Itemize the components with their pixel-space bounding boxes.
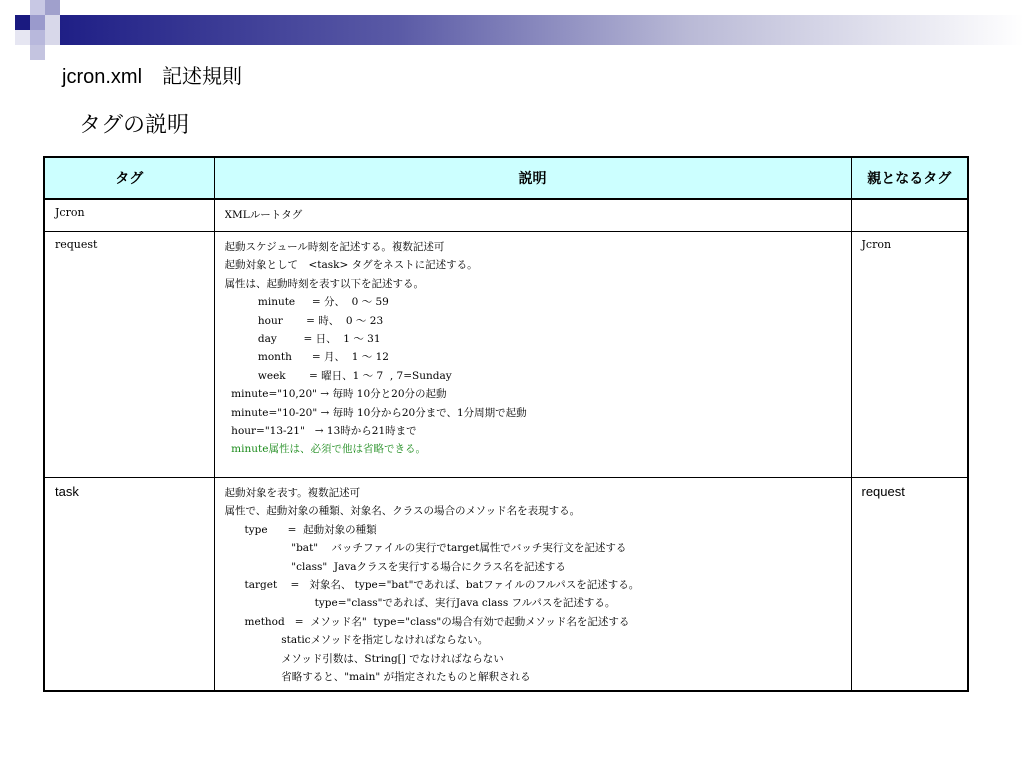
description-line: XMLルートタグ — [224, 209, 303, 221]
description-line: 属性は、起動時刻を表す以下を記述する。 — [224, 277, 424, 290]
header-gradient-bar — [60, 15, 1024, 45]
table-row — [44, 199, 968, 232]
tag-spec-table — [43, 156, 969, 692]
tag-cell: request — [44, 232, 214, 478]
decor-square — [15, 30, 30, 45]
decor-square — [30, 15, 45, 30]
description-line: type="class"であれば、実行Java class フルパスを記述する。 — [224, 597, 616, 610]
description-cell — [214, 478, 851, 692]
description-line: 起動対象として <task> タグをネストに記述する。 — [224, 259, 478, 272]
description-line: minute="10,20" → 毎時 10分と20分の起動 — [224, 388, 447, 401]
description-line: method = メソッド名" type="class"の場合有効で起動メソッド名を記述する — [224, 615, 630, 628]
decor-square — [30, 45, 45, 60]
description-line: メソッド引数は、String[] でなければならない — [224, 652, 504, 665]
description-line: minute = 分、 0 ～ 59 — [224, 296, 389, 309]
tag-cell: Jcron — [44, 199, 214, 232]
column-header-parent: 親となるタグ — [851, 157, 968, 199]
decor-square — [30, 0, 45, 15]
description-cell — [214, 199, 851, 232]
description-line: hour="13-21" → 13時から21時まで — [224, 424, 417, 437]
table-row — [44, 232, 968, 478]
description-line: target = 対象名、 type="bat"であれば、batファイルのフルパスを記述する。 — [224, 578, 640, 591]
note-line: minute属性は、必須で他は省略できる。 — [224, 443, 426, 456]
parent-cell — [851, 199, 968, 232]
description-line: type = 起動対象の種類 — [224, 523, 377, 536]
parent-cell: request — [851, 478, 968, 692]
decor-square — [30, 30, 45, 45]
decor-square — [45, 0, 60, 15]
description-cell — [214, 232, 851, 478]
column-header-tag: タグ — [44, 157, 214, 199]
description-line: 起動スケジュール時刻を記述する。複数記述可 — [224, 241, 445, 253]
description-line: "bat" バッチファイルの実行でtarget属性でバッチ実行文を記述する — [224, 542, 627, 555]
description-line: "class" Javaクラスを実行する場合にクラス名を記述する — [224, 560, 566, 573]
table-row — [44, 478, 968, 692]
description-line: hour = 時、 0 ～ 23 — [224, 314, 384, 327]
description-line: month = 月、 1 ～ 12 — [224, 351, 389, 364]
description-line: 省略すると、"main" が指定されたものと解釈される — [224, 670, 531, 683]
page-title: jcron.xml 記述規則 — [62, 66, 243, 88]
description-line: staticメソッドを指定しなければならない。 — [224, 634, 489, 647]
decor-square — [15, 15, 30, 30]
section-subtitle: タグの説明 — [79, 113, 190, 138]
parent-cell: Jcron — [851, 232, 968, 478]
column-header-description: 説明 — [214, 157, 851, 199]
description-line: week = 曜日、1 ～ 7 , 7=Sunday — [224, 369, 452, 382]
description-line: 起動対象を表す。複数記述可 — [224, 487, 361, 499]
description-line: minute="10-20" → 毎時 10分から20分まで、1分周期で起動 — [224, 406, 527, 419]
description-line: 属性で、起動対象の種類、対象名、クラスの場合のメソッド名を表現する。 — [224, 505, 581, 518]
table-header-row — [44, 157, 968, 199]
tag-cell: task — [44, 478, 214, 692]
description-line: day = 日、 1 ～ 31 — [224, 332, 381, 345]
decor-square — [45, 15, 60, 45]
